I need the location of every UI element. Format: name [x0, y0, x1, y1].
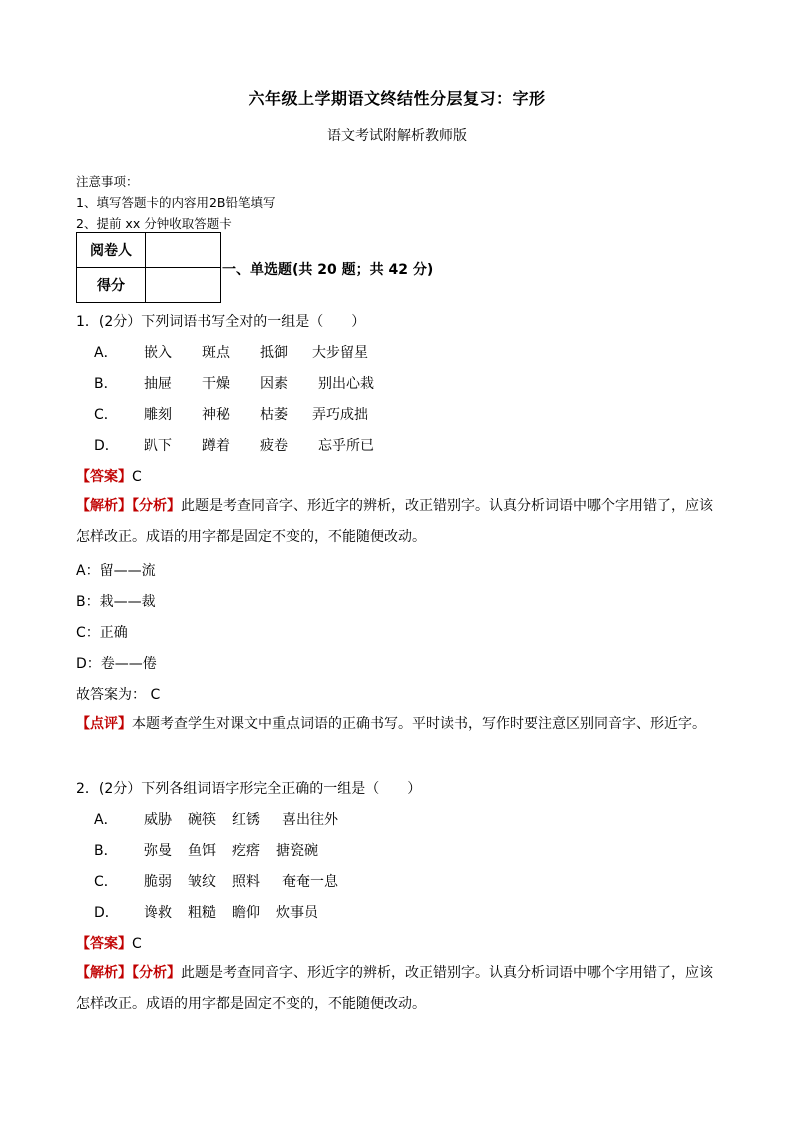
option-word: 疲卷 — [260, 438, 288, 454]
question-1-option-c — [94, 404, 368, 424]
score-label: 得分 — [77, 268, 146, 303]
question-2-option-c — [94, 871, 338, 891]
comment-text: 本题考查学生对课文中重点词语的正确书写。平时读书，写作时要注意区别同音字、形近字。 — [132, 716, 706, 732]
option-word: 弥曼 — [144, 843, 172, 859]
analysis-text: 此题是考查同音字、形近字的辨析，改正错别字。认真分析词语中哪个字用错了，应该怎样改正。成语的用字都是固定不变的，不能随便改动。 — [76, 965, 713, 1012]
option-word: 皱纹 — [188, 874, 216, 890]
comment-tag: 【点评】 — [76, 716, 132, 732]
option-word: 炊事员 — [276, 905, 318, 921]
question-2-answer — [76, 933, 142, 953]
section-title: 一、单选题(共 20 题；共 42 分) — [222, 262, 434, 278]
option-word: 粗糙 — [188, 905, 216, 921]
note-item: 1、填写答题卡的内容用2B铅笔填写 — [76, 195, 276, 210]
option-word: 奄奄一息 — [282, 874, 338, 890]
correction-line: B：栽——裁 — [76, 594, 156, 610]
option-word: 弄巧成拙 — [312, 407, 368, 423]
option-word: 别出心栽 — [318, 376, 374, 392]
option-word: 碗筷 — [188, 812, 216, 828]
option-label: A． — [94, 345, 118, 361]
option-label: B． — [94, 376, 118, 392]
page-subtitle: 语文考试附解析教师版 — [327, 128, 467, 144]
final-answer: 故答案为： C — [76, 687, 161, 703]
answer-value: C — [132, 469, 142, 485]
score-blank — [146, 268, 221, 303]
option-word: 抽屉 — [144, 376, 172, 392]
option-word: 大步留星 — [312, 345, 368, 361]
correction-line: C：正确 — [76, 625, 128, 641]
question-1-analysis — [76, 491, 724, 553]
question-2-option-a — [94, 809, 338, 829]
option-word: 雕刻 — [144, 407, 172, 423]
answer-tag: 【答案】 — [76, 936, 132, 952]
question-2-option-d — [94, 902, 318, 922]
option-word: 鱼饵 — [188, 843, 216, 859]
option-word: 因素 — [260, 376, 288, 392]
score-table — [76, 232, 221, 303]
option-word: 蹲着 — [202, 438, 230, 454]
option-word: 抵御 — [260, 345, 288, 361]
option-word: 红锈 — [232, 812, 260, 828]
analysis-text: 此题是考查同音字、形近字的辨析，改正错别字。认真分析词语中哪个字用错了，应该怎样改正。成语的用字都是固定不变的，不能随便改动。 — [76, 498, 713, 545]
notes-heading: 注意事项： — [76, 174, 139, 189]
correction-line: D：卷——倦 — [76, 656, 157, 672]
question-1-stem: 1．(2分）下列词语书写全对的一组是（ ） — [76, 314, 366, 330]
answer-tag: 【答案】 — [76, 469, 132, 485]
option-word: 威胁 — [144, 812, 172, 828]
option-label: B． — [94, 843, 118, 859]
question-1-option-a — [94, 342, 368, 362]
correction-line: A：留——流 — [76, 563, 156, 579]
reviewer-label: 阅卷人 — [77, 233, 146, 268]
option-word: 谗救 — [144, 905, 172, 921]
question-1-answer — [76, 466, 142, 486]
question-2-stem: 2．(2分）下列各组词语字形完全正确的一组是（ ） — [76, 781, 422, 797]
reviewer-blank — [146, 233, 221, 268]
option-label: C． — [94, 407, 118, 423]
page-title: 六年级上学期语文终结性分层复习：字形 — [248, 89, 546, 108]
option-label: D． — [94, 905, 119, 921]
note-item: 2、提前 xx 分钟收取答题卡 — [76, 216, 232, 231]
option-word: 干燥 — [202, 376, 230, 392]
option-label: D． — [94, 438, 119, 454]
option-word: 搪瓷碗 — [276, 843, 318, 859]
analysis-tag: 【解析】【分析】 — [76, 498, 181, 514]
option-word: 疙瘩 — [232, 843, 260, 859]
option-word: 喜出往外 — [282, 812, 338, 828]
question-1-comment — [76, 709, 724, 740]
option-word: 忘乎所已 — [318, 438, 374, 454]
option-word: 斑点 — [202, 345, 230, 361]
option-word: 照料 — [232, 874, 260, 890]
option-label: C． — [94, 874, 118, 890]
question-1-option-b — [94, 373, 374, 393]
option-word: 枯萎 — [260, 407, 288, 423]
question-2-option-b — [94, 840, 318, 860]
option-word: 神秘 — [202, 407, 230, 423]
question-2-analysis — [76, 958, 724, 1020]
option-label: A． — [94, 812, 118, 828]
analysis-tag: 【解析】【分析】 — [76, 965, 181, 981]
option-word: 瞻仰 — [232, 905, 260, 921]
option-word: 趴下 — [144, 438, 172, 454]
answer-value: C — [132, 936, 142, 952]
option-word: 脆弱 — [144, 874, 172, 890]
option-word: 嵌入 — [144, 345, 172, 361]
question-1-option-d — [94, 435, 374, 455]
